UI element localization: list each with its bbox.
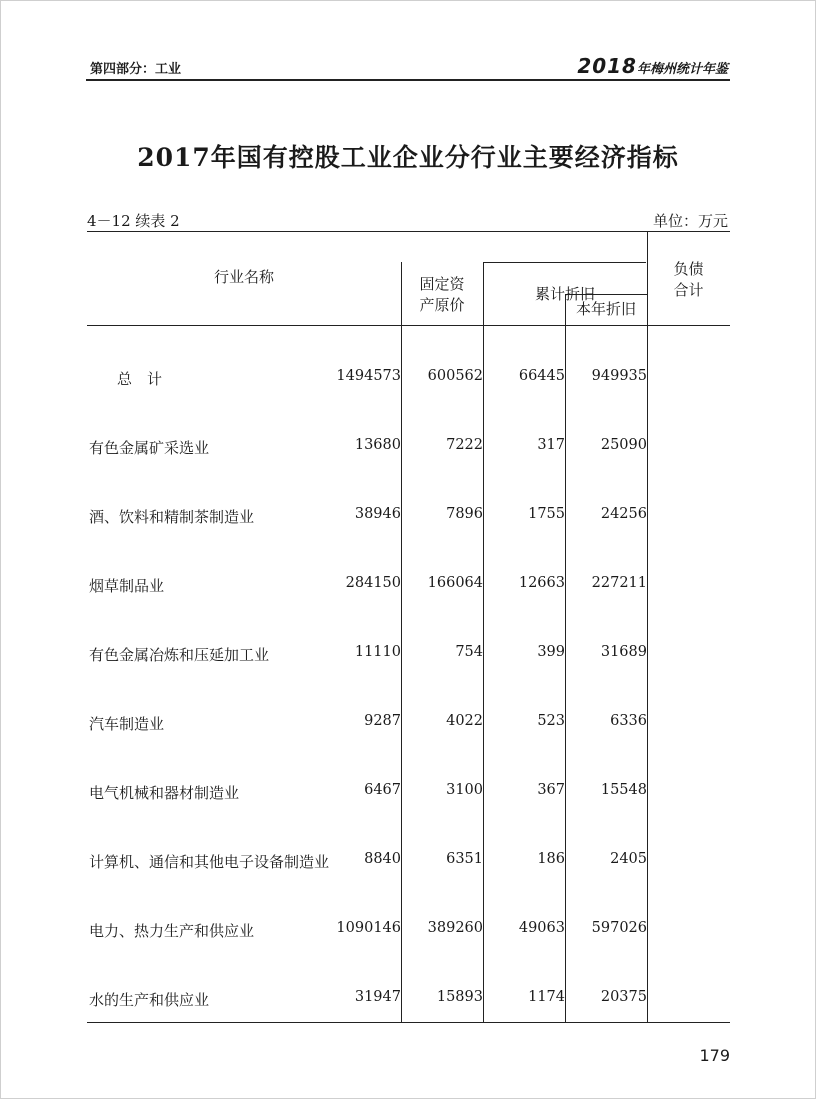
cell-liabilities: 227211: [591, 575, 647, 591]
header-current-year-depreciation: 本年折旧: [575, 300, 636, 318]
cell-liabilities: 20375: [600, 989, 647, 1005]
cell-current-year-depreciation: 367: [537, 782, 565, 798]
cell-original-value: 13680: [354, 437, 401, 453]
cell-accumulated-depreciation: 754: [455, 644, 483, 660]
header-accumulated-depreciation: 累计折旧: [534, 285, 595, 303]
row-label: 水的生产和供应业: [89, 991, 210, 1009]
cell-accumulated-depreciation: 7222: [446, 437, 483, 453]
row-label: 有色金属冶炼和压延加工业: [89, 646, 270, 664]
cell-current-year-depreciation: 317: [537, 437, 565, 453]
header-original-value-line2: 产原价: [419, 296, 465, 314]
page-number: 179: [699, 1046, 730, 1065]
cell-accumulated-depreciation: 166064: [427, 575, 483, 591]
cell-accumulated-depreciation: 7896: [446, 506, 483, 522]
column-divider: [483, 262, 484, 1023]
cell-original-value: 31947: [354, 989, 401, 1005]
section-label: 第四部分：工业: [90, 62, 182, 77]
row-label: 有色金属矿采选业: [89, 439, 210, 457]
header-bottom-rule: [87, 325, 730, 326]
cell-liabilities: 597026: [591, 920, 647, 936]
row-label: 汽车制造业: [89, 715, 165, 733]
cell-current-year-depreciation: 1755: [528, 506, 565, 522]
cell-current-year-depreciation: 523: [537, 713, 565, 729]
cell-original-value: 1494573: [336, 368, 401, 384]
yearbook-title: [577, 54, 728, 78]
cell-accumulated-depreciation: 4022: [446, 713, 483, 729]
cell-liabilities: 25090: [600, 437, 647, 453]
table-top-rule: [87, 231, 730, 232]
cell-liabilities: 6336: [610, 713, 647, 729]
yearbook-name: 年梅州统计年鉴: [636, 62, 728, 77]
yearbook-year: 2018: [577, 54, 637, 78]
cell-accumulated-depreciation: 15893: [436, 989, 483, 1005]
cell-liabilities: 2405: [610, 851, 647, 867]
column-divider: [565, 294, 566, 1023]
header-inner-rule: [484, 262, 646, 263]
row-label: 电力、热力生产和供应业: [89, 922, 255, 940]
cell-original-value: 9287: [364, 713, 401, 729]
cell-accumulated-depreciation: 3100: [446, 782, 483, 798]
row-label: 酒、饮料和精制茶制造业: [89, 508, 255, 526]
cell-current-year-depreciation: 12663: [518, 575, 565, 591]
cell-original-value: 6467: [364, 782, 401, 798]
header-original-value-line1: 固定资: [419, 275, 465, 293]
cell-liabilities: 949935: [591, 368, 647, 384]
cell-current-year-depreciation: 1174: [528, 989, 565, 1005]
row-label: 计算机、通信和其他电子设备制造业: [89, 853, 330, 871]
row-label: 电气机械和器材制造业: [89, 784, 240, 802]
cell-accumulated-depreciation: 600562: [427, 368, 483, 384]
table-id: 4－12 续表 2: [87, 212, 180, 230]
column-divider: [647, 231, 648, 1023]
header-liabilities: [647, 259, 730, 301]
header-industry: 行业名称: [213, 268, 274, 286]
table-bottom-rule: [87, 1022, 730, 1023]
column-divider: [401, 262, 402, 1023]
header-original-value: [401, 274, 483, 316]
header-liabilities-line2: 合计: [673, 281, 704, 299]
data-table: [87, 231, 730, 1023]
cell-original-value: 11110: [354, 644, 401, 660]
cell-accumulated-depreciation: 389260: [427, 920, 483, 936]
cell-liabilities: 31689: [600, 644, 647, 660]
page-title: 2017年国有控股工业企业分行业主要经济指标: [137, 143, 679, 172]
cell-current-year-depreciation: 399: [537, 644, 565, 660]
row-label: 总 计: [117, 370, 163, 388]
header-liabilities-line1: 负债: [673, 260, 704, 278]
cell-liabilities: 24256: [600, 506, 647, 522]
cell-original-value: 38946: [354, 506, 401, 522]
cell-original-value: 1090146: [336, 920, 401, 936]
row-label: 烟草制品业: [89, 577, 165, 595]
unit-label: 单位：万元: [652, 212, 728, 230]
cell-current-year-depreciation: 186: [537, 851, 565, 867]
header-rule: [86, 79, 730, 81]
cell-liabilities: 15548: [600, 782, 647, 798]
cell-accumulated-depreciation: 6351: [446, 851, 483, 867]
running-header: [86, 54, 730, 76]
cell-current-year-depreciation: 49063: [518, 920, 565, 936]
cell-current-year-depreciation: 66445: [518, 368, 565, 384]
cell-original-value: 8840: [364, 851, 401, 867]
cell-original-value: 284150: [345, 575, 401, 591]
